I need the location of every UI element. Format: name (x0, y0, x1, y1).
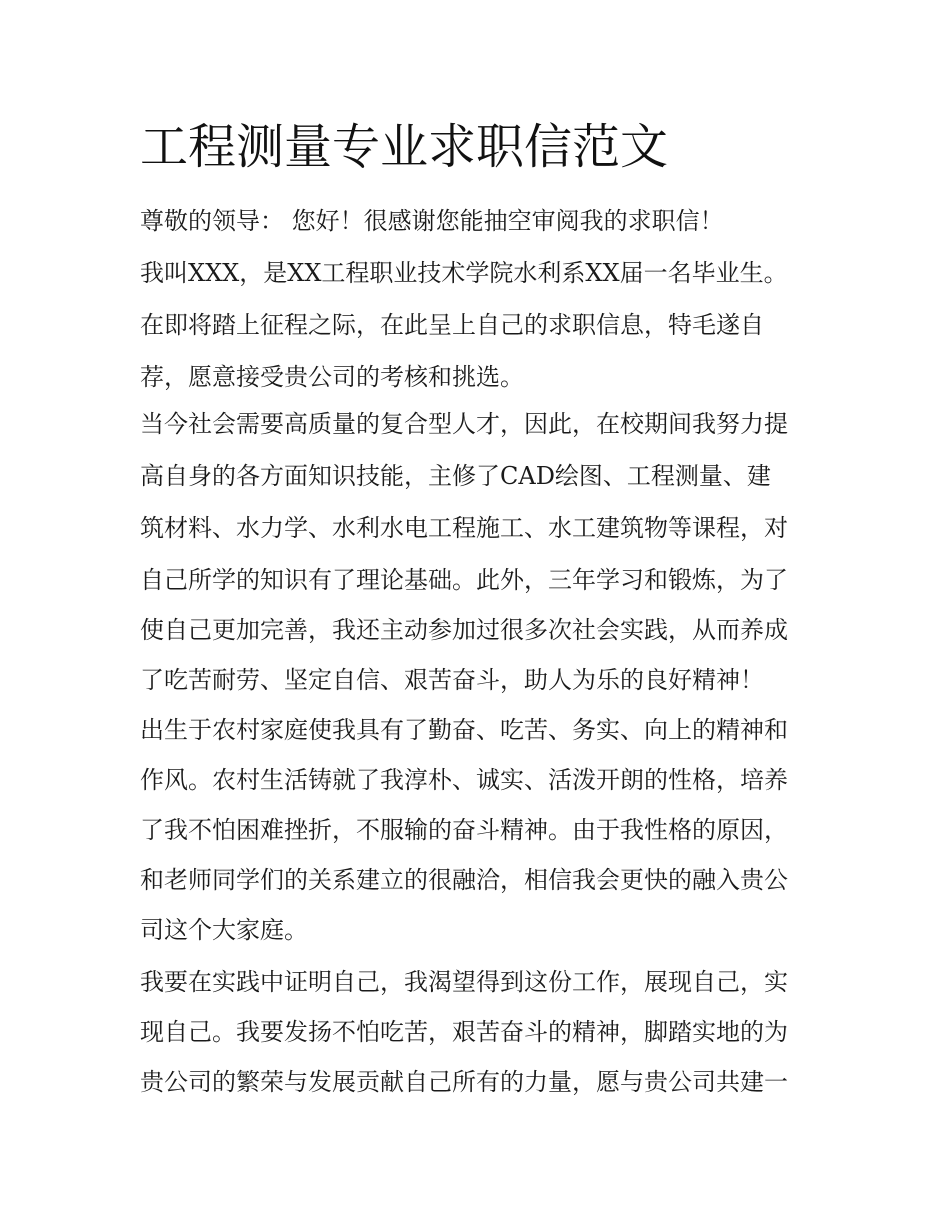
text-line: 筑材料、水力学、水利水电工程施工、水工建筑物等课程，对 (140, 514, 788, 542)
text-line: 当今社会需要高质量的复合型人才，因此，在校期间我努力提 (140, 410, 788, 438)
text-line: 了我不怕困难挫折，不服输的奋斗精神。由于我性格的原因， (140, 816, 788, 844)
text-line: 自己所学的知识有了理论基础。此外，三年学习和锻炼，为了 (140, 566, 788, 594)
text-line: 作风。农村生活铸就了我淳朴、诚实、活泼开朗的性格，培养 (140, 766, 788, 794)
text-line: 司这个大家庭。 (140, 916, 308, 944)
text-line: 尊敬的领导： 您好！很感谢您能抽空审阅我的求职信！ (140, 207, 724, 235)
text-line: 和老师同学们的关系建立的很融洽，相信我会更快的融入贵公 (140, 866, 788, 894)
text-line: 我要在实践中证明自己，我渴望得到这份工作，展现自己，实 (140, 968, 788, 996)
text-line: 了吃苦耐劳、坚定自信、艰苦奋斗，助人为乐的良好精神！ (140, 666, 764, 694)
text-line: 荐，愿意接受贵公司的考核和挑选。 (140, 363, 524, 391)
document-title: 工程测量专业求职信范文 (140, 119, 669, 175)
text-line: 高自身的各方面知识技能，主修了CAD绘图、工程测量、建 (140, 462, 771, 490)
text-line: 在即将踏上征程之际，在此呈上自己的求职信息，特毛遂自 (140, 311, 764, 339)
text-line: 贵公司的繁荣与发展贡献自己所有的力量，愿与贵公司共建一 (140, 1068, 788, 1096)
text-line: 出生于农村家庭使我具有了勤奋、吃苦、务实、向上的精神和 (140, 716, 788, 744)
text-line: 现自己。我要发扬不怕吃苦，艰苦奋斗的精神，脚踏实地的为 (140, 1018, 788, 1046)
text-line: 使自己更加完善，我还主动参加过很多次社会实践，从而养成 (140, 616, 788, 644)
text-line: 我叫XXX，是XX工程职业技术学院水利系XX届一名毕业生。 (140, 259, 788, 287)
